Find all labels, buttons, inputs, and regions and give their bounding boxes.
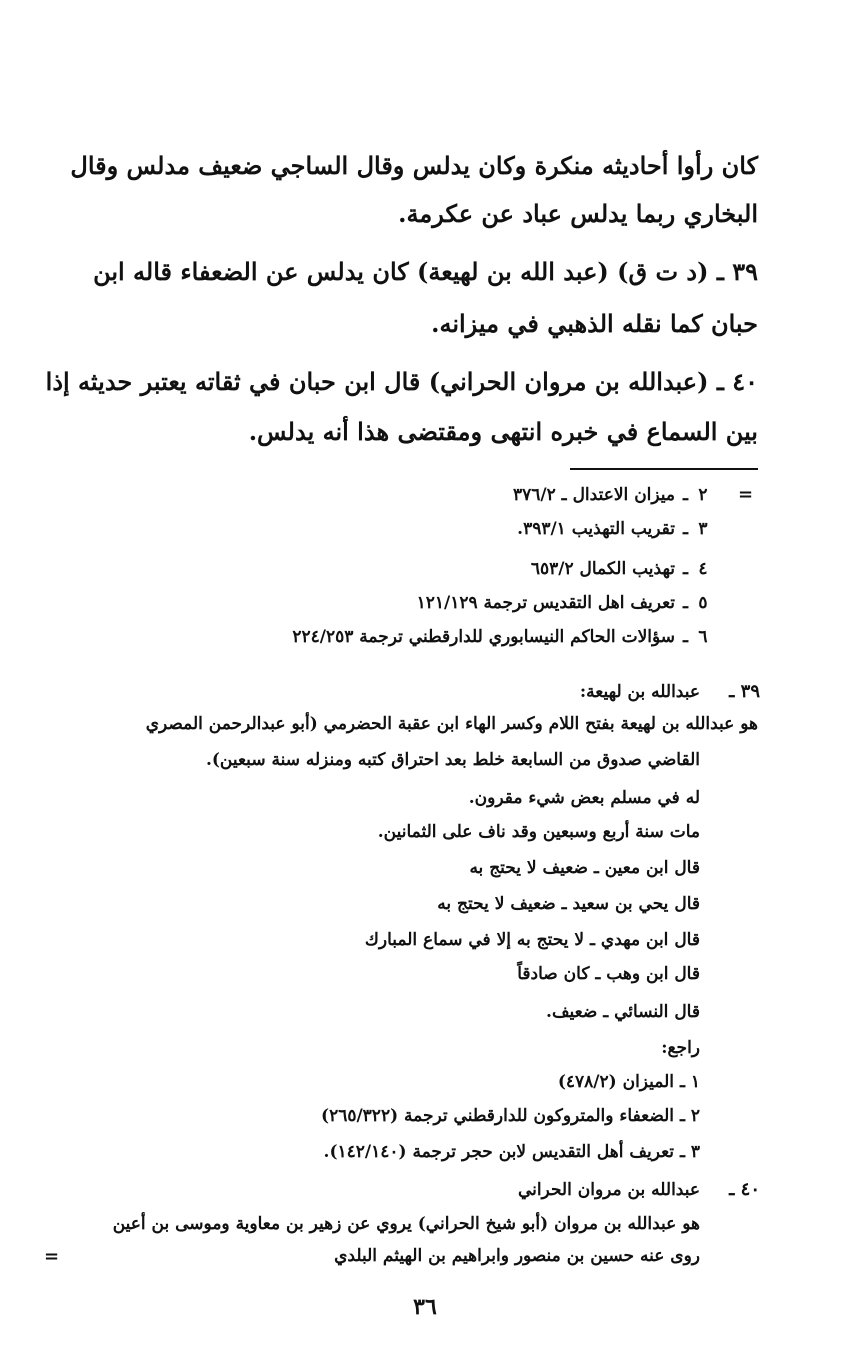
footnote-item: ٢ـميزان الاعتدال ـ ٣٧٦/٢ (513, 482, 710, 508)
footnote-text: سؤالات الحاكم النيسابوري للدارقطني ترجمة ٢٢٤/٢٥٣ (292, 627, 676, 647)
entry-39-line: مات سنة أربع وسبعين وقد ناف على الثمانين. (377, 822, 700, 842)
footnote-number: ٢ (698, 485, 708, 505)
main-text-line: ٣٩ ـ (د ت ق) (عبد الله بن لهيعة) كان يدلس عن الضعفاء قاله ابن (93, 257, 758, 286)
footnote-number: ٤ (698, 559, 708, 579)
entry-39-reference: ٢ ـ الضعفاء والمتروكون للدارقطني ترجمة (٢٦٥/٣٢٢) (321, 1106, 700, 1126)
entry-39-line: له في مسلم بعض شيء مقرون. (468, 788, 700, 808)
entry-39-line: هو عبدالله بن لهيعة بفتح اللام وكسر الهاء ابن عقبة الحضرمي (أبو عبدالرحمن المصري (145, 714, 758, 734)
entry-39-line: قال النسائي ـ ضعيف. (546, 1002, 700, 1022)
entry-39-line: القاضي صدوق من السابعة خلط بعد احتراق كتبه ومنزله سنة سبعين). (205, 750, 700, 770)
footnote-text: تعريف اهل التقديس ترجمة ١٢١/١٢٩ (416, 593, 676, 613)
entry-39-number: ٣٩ ـ (729, 681, 760, 702)
footnote-text: ميزان الاعتدال ـ ٣٧٦/٢ (513, 485, 676, 505)
footnote-item: ٤ـتهذيب الكمال ٦٥٣/٢ (531, 556, 710, 582)
entry-40-heading: عبدالله بن مروان الحراني (517, 1180, 700, 1200)
footnote-text: تهذيب الكمال ٦٥٣/٢ (530, 559, 676, 579)
entry-39-line: قال يحي بن سعيد ـ ضعيف لا يحتج به (437, 894, 700, 914)
main-text-line: حبان كما نقله الذهبي في ميزانه. (431, 309, 758, 338)
entry-39-reference: ١ ـ الميزان (٤٧٨/٢) (557, 1072, 700, 1092)
footnote-number: ٣ (698, 519, 708, 539)
main-text-line: بين السماع في خبره انتهى ومقتضى هذا أنه يدلس. (248, 417, 758, 446)
footnote-number: ٥ (698, 593, 708, 613)
entry-39-line: راجع: (661, 1038, 700, 1058)
entry-39-reference: ٣ ـ تعريف أهل التقديس لابن حجر ترجمة (١٤٢/١٤٠). (323, 1142, 700, 1162)
continuation-marker: = (44, 1246, 60, 1267)
page-number: ٣٦ (413, 1294, 437, 1320)
footnote-item: ٣ـتقريب التهذيب ٣٩٣/١. (517, 516, 710, 542)
footnote-number: ٦ (698, 627, 708, 647)
footnote-item: ٥ـتعريف اهل التقديس ترجمة ١٢١/١٢٩ (417, 590, 710, 616)
entry-39-line: قال ابن معين ـ ضعيف لا يحتج به (469, 858, 700, 878)
entry-39-line: قال ابن مهدي ـ لا يحتج به إلا في سماع المبارك (364, 930, 700, 950)
main-text-line: ٤٠ ـ (عبدالله بن مروان الحراني) قال ابن حبان في ثقاته يعتبر حديثه إذا (45, 367, 758, 396)
entry-40-line: هو عبدالله بن مروان (أبو شيخ الحراني) يروي عن زهير بن معاوية وموسى بن أعين (112, 1214, 700, 1234)
main-text-line: كان رأوا أحاديثه منكرة وكان يدلس وقال الساجي ضعيف مدلس وقال (70, 151, 758, 180)
entry-40-line: روى عنه حسين بن منصور وابراهيم بن الهيثم البلدي (334, 1246, 700, 1266)
main-text-line: البخاري ربما يدلس عباد عن عكرمة. (398, 199, 758, 228)
footnote-separator (570, 468, 758, 470)
footnote-text: تقريب التهذيب ٣٩٣/١. (517, 519, 676, 539)
continuation-marker: = (738, 484, 754, 505)
entry-40-number: ٤٠ ـ (729, 1179, 760, 1200)
entry-39-line: قال ابن وهب ـ كان صادقاً (517, 964, 700, 984)
entry-39-heading: عبدالله بن لهيعة: (579, 682, 700, 702)
footnote-item: ٦ـسؤالات الحاكم النيسابوري للدارقطني ترجمة ٢٢٤/٢٥٣ (292, 624, 710, 650)
